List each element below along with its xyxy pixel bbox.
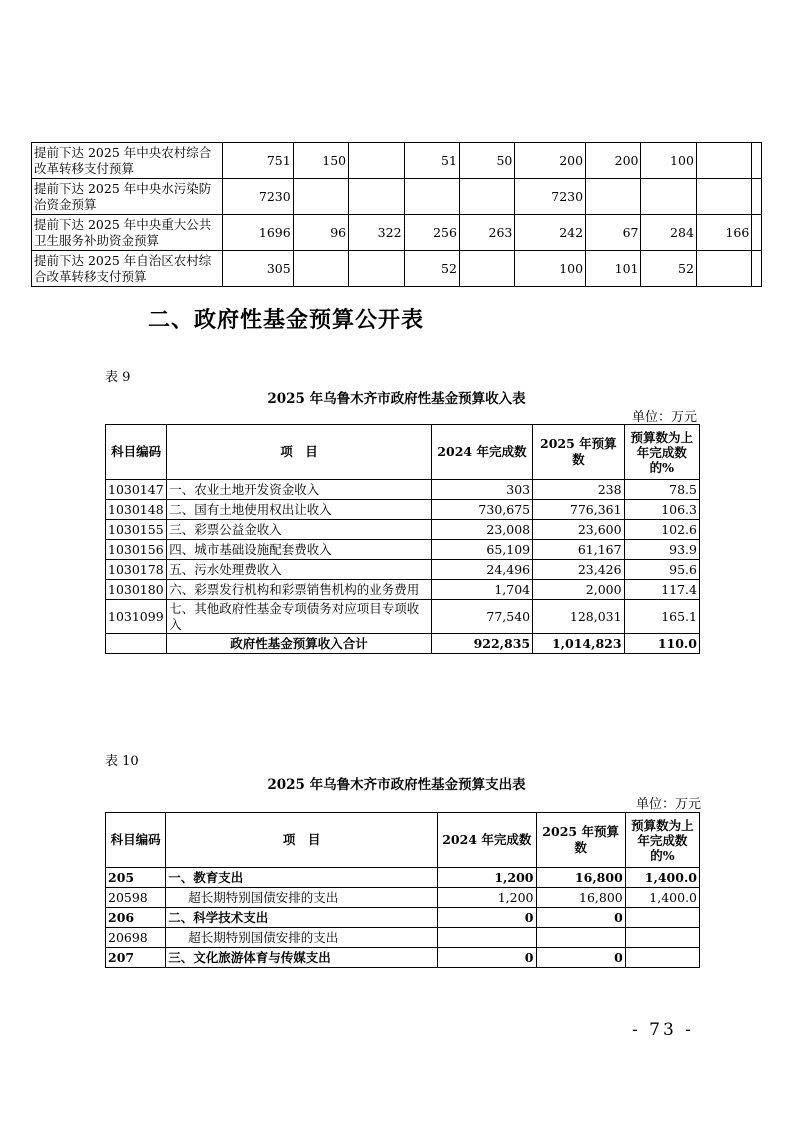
table-row <box>106 520 700 540</box>
row-2025: 128,031 <box>533 600 624 634</box>
row-cell: 200 <box>586 143 641 179</box>
header-item: 项 目 <box>167 425 431 480</box>
row-name: 提前下达 2025 年中央重大公共卫生服务补助资金预算 <box>32 215 223 251</box>
row-2025: 0 <box>536 948 625 968</box>
row-item: 超长期特别国债安排的支出 <box>166 888 438 908</box>
row-cell: 242 <box>515 215 586 251</box>
row-2025: 61,167 <box>533 540 624 560</box>
total-pct: 110.0 <box>624 634 699 654</box>
row-2025: 776,361 <box>533 500 624 520</box>
row-cell: 305 <box>223 251 294 287</box>
row-cell <box>752 179 762 215</box>
row-pct: 106.3 <box>624 500 699 520</box>
row-code: 20598 <box>106 888 166 908</box>
row-item: 五、污水处理费收入 <box>167 560 431 580</box>
total-2024: 922,835 <box>431 634 533 654</box>
table9-label: 表 9 <box>105 370 131 385</box>
header-code: 科目编码 <box>106 813 166 868</box>
page-number: - 73 - <box>632 1020 694 1040</box>
row-cell: 256 <box>404 215 459 251</box>
header-2024: 2024 年完成数 <box>431 425 533 480</box>
table-row <box>106 500 700 520</box>
row-pct: 102.6 <box>624 520 699 540</box>
row-cell <box>349 143 404 179</box>
header-pct: 预算数为上年完成数的% <box>625 813 699 868</box>
row-item: 一、农业土地开发资金收入 <box>167 480 431 500</box>
row-2024: 65,109 <box>431 540 533 560</box>
row-code: 1030180 <box>106 580 167 600</box>
row-name: 提前下达 2025 年自治区农村综合改革转移支付预算 <box>32 251 223 287</box>
table-row <box>32 215 762 251</box>
table-header-row <box>106 425 700 480</box>
row-cell: 51 <box>404 143 459 179</box>
row-2025: 2,000 <box>533 580 624 600</box>
row-cell: 7230 <box>515 179 586 215</box>
row-2024 <box>438 928 536 948</box>
table-row <box>106 948 700 968</box>
row-item: 三、文化旅游体育与传媒支出 <box>166 948 438 968</box>
row-2024: 303 <box>431 480 533 500</box>
row-2024: 77,540 <box>431 600 533 634</box>
row-cell <box>349 179 404 215</box>
row-cell: 322 <box>349 215 404 251</box>
header-2024: 2024 年完成数 <box>438 813 536 868</box>
row-cell: 1696 <box>223 215 294 251</box>
table-row <box>106 868 700 888</box>
fund-revenue-table <box>105 424 700 654</box>
budget-continuation-table <box>31 142 762 287</box>
row-pct: 93.9 <box>624 540 699 560</box>
row-cell <box>293 179 348 215</box>
row-cell <box>459 179 514 215</box>
total-label: 政府性基金预算收入合计 <box>167 634 431 654</box>
table-header-row <box>106 813 700 868</box>
row-code: 205 <box>106 868 166 888</box>
row-item: 七、其他政府性基金专项债务对应项目专项收入 <box>167 600 431 634</box>
row-cell: 200 <box>515 143 586 179</box>
row-cell: 166 <box>696 215 751 251</box>
row-2025 <box>536 928 625 948</box>
row-cell: 150 <box>293 143 348 179</box>
table-row <box>106 540 700 560</box>
row-cell: 101 <box>586 251 641 287</box>
table-row <box>106 580 700 600</box>
row-code: 1030147 <box>106 480 167 500</box>
row-item: 四、城市基础设施配套费收入 <box>167 540 431 560</box>
row-pct: 1,400.0 <box>625 868 699 888</box>
row-2024: 1,200 <box>438 888 536 908</box>
row-2024: 0 <box>438 948 536 968</box>
row-pct <box>625 948 699 968</box>
row-cell: 52 <box>641 251 696 287</box>
row-item: 二、科学技术支出 <box>166 908 438 928</box>
row-2024: 730,675 <box>431 500 533 520</box>
row-cell <box>293 251 348 287</box>
row-pct: 95.6 <box>624 560 699 580</box>
section-heading: 二、政府性基金预算公开表 <box>148 308 425 333</box>
row-2024: 1,200 <box>438 868 536 888</box>
header-item: 项 目 <box>166 813 438 868</box>
row-name: 提前下达 2025 年中央水污染防治资金预算 <box>32 179 223 215</box>
row-cell: 751 <box>223 143 294 179</box>
row-2024: 0 <box>438 908 536 928</box>
row-pct: 117.4 <box>624 580 699 600</box>
row-2025: 238 <box>533 480 624 500</box>
row-cell: 100 <box>641 143 696 179</box>
row-cell <box>641 179 696 215</box>
row-cell <box>586 179 641 215</box>
row-code: 1030178 <box>106 560 167 580</box>
table-row <box>106 560 700 580</box>
row-2025: 16,800 <box>536 868 625 888</box>
row-cell <box>349 251 404 287</box>
row-code: 1030155 <box>106 520 167 540</box>
row-code: 206 <box>106 908 166 928</box>
row-code: 1030148 <box>106 500 167 520</box>
row-cell: 284 <box>641 215 696 251</box>
row-item: 三、彩票公益金收入 <box>167 520 431 540</box>
total-2025: 1,014,823 <box>533 634 624 654</box>
row-pct <box>625 908 699 928</box>
row-2025: 23,600 <box>533 520 624 540</box>
row-cell <box>404 179 459 215</box>
row-2024: 23,008 <box>431 520 533 540</box>
row-cell: 50 <box>459 143 514 179</box>
table-row <box>106 928 700 948</box>
table-row <box>106 600 700 634</box>
header-2025: 2025 年预算数 <box>536 813 625 868</box>
row-code: 1031099 <box>106 600 167 634</box>
table-row <box>32 143 762 179</box>
row-2025: 16,800 <box>536 888 625 908</box>
total-code <box>106 634 167 654</box>
row-2024: 1,704 <box>431 580 533 600</box>
table-row <box>106 480 700 500</box>
row-cell <box>752 215 762 251</box>
row-pct <box>625 928 699 948</box>
row-item: 二、国有土地使用权出让收入 <box>167 500 431 520</box>
row-code: 207 <box>106 948 166 968</box>
row-cell <box>752 251 762 287</box>
table10-label: 表 10 <box>105 754 139 769</box>
header-2025: 2025 年预算数 <box>533 425 624 480</box>
table9-unit: 单位：万元 <box>632 410 698 425</box>
row-code: 20698 <box>106 928 166 948</box>
row-cell <box>696 179 751 215</box>
row-pct: 78.5 <box>624 480 699 500</box>
row-cell <box>752 143 762 179</box>
row-cell: 52 <box>404 251 459 287</box>
row-2024: 24,496 <box>431 560 533 580</box>
row-code: 1030156 <box>106 540 167 560</box>
row-cell: 263 <box>459 215 514 251</box>
table9-title: 2025 年乌鲁木齐市政府性基金预算收入表 <box>267 391 526 407</box>
row-cell: 7230 <box>223 179 294 215</box>
header-code: 科目编码 <box>106 425 167 480</box>
table-row <box>106 908 700 928</box>
row-2025: 0 <box>536 908 625 928</box>
header-pct: 预算数为上年完成数的% <box>624 425 699 480</box>
row-pct: 165.1 <box>624 600 699 634</box>
row-2025: 23,426 <box>533 560 624 580</box>
table10-unit: 单位：万元 <box>636 797 702 812</box>
row-cell: 96 <box>293 215 348 251</box>
row-name: 提前下达 2025 年中央农村综合改革转移支付预算 <box>32 143 223 179</box>
table-row <box>32 179 762 215</box>
row-cell: 100 <box>515 251 586 287</box>
table10-title: 2025 年乌鲁木齐市政府性基金预算支出表 <box>267 777 526 793</box>
table-row <box>32 251 762 287</box>
row-cell <box>459 251 514 287</box>
row-item: 六、彩票发行机构和彩票销售机构的业务费用 <box>167 580 431 600</box>
row-item: 一、教育支出 <box>166 868 438 888</box>
row-cell <box>696 251 751 287</box>
row-item: 超长期特别国债安排的支出 <box>166 928 438 948</box>
fund-expenditure-table <box>105 812 700 968</box>
table-total-row <box>106 634 700 654</box>
row-cell: 67 <box>586 215 641 251</box>
table-row <box>106 888 700 908</box>
row-cell <box>696 143 751 179</box>
row-pct: 1,400.0 <box>625 888 699 908</box>
